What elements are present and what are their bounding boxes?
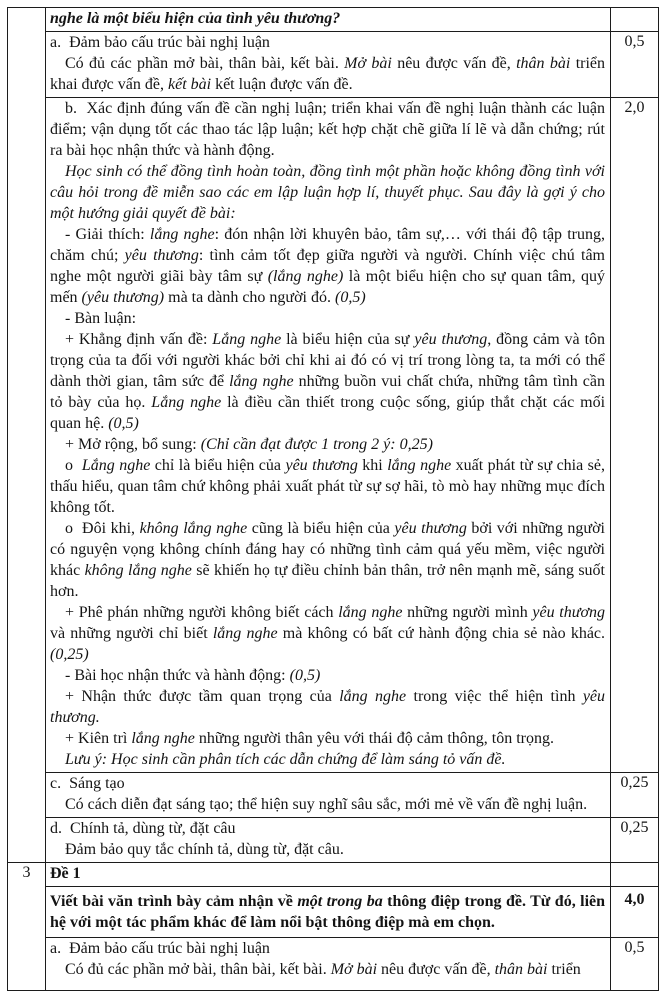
text-run: triển xyxy=(547,961,581,978)
rubric-table-body xyxy=(8,8,659,991)
text-run: không lắng nghe xyxy=(139,520,248,537)
text-run: (0,5) xyxy=(108,415,139,432)
text-run: (lắng nghe) xyxy=(267,268,344,285)
paragraph xyxy=(50,455,605,518)
table-row xyxy=(8,938,659,991)
question-title-continuation xyxy=(46,8,611,32)
text-run: + Khẳng định vấn đề: xyxy=(65,331,213,348)
text-run: : đón nhận lời khuyên bảo, tâm sự,… với thái độ tập trung, chăm chú; xyxy=(50,226,606,264)
text-run: thông điệp trong đề. Từ đó, liên hệ với một tác phẩm khác để làm nổi bật thông điệp mà em chọn. xyxy=(50,893,606,931)
text-run: lắng nghe xyxy=(212,625,278,642)
text-run: một trong ba xyxy=(297,893,383,910)
text-run: Lắng nghe xyxy=(81,457,151,474)
text-run: , đồng cảm và tôn trọng của ta đối với người khác bởi chỉ khi ai đó có vị trí trong lòng ta, ta mới có thể dành thời gian, tâm sức để xyxy=(50,331,606,390)
text-run: kết bài xyxy=(167,76,212,93)
paragraph xyxy=(50,794,605,815)
text-run: thân bài xyxy=(494,961,548,978)
text-run: triển khai được vấn đề, xyxy=(50,55,606,93)
paragraph xyxy=(50,161,605,224)
table-row xyxy=(8,98,659,773)
paragraph xyxy=(50,8,605,29)
text-run: yêu thương xyxy=(532,604,606,621)
text-run: (Chỉ cần đạt được 1 trong 2 ý: 0,25) xyxy=(200,436,433,453)
text-run: d. Chính tả, dùng từ, đặt câu xyxy=(50,820,236,837)
text-run: Mở bài xyxy=(344,55,392,72)
text-run: nghe là một biểu hiện của tình yêu thương? xyxy=(50,10,341,27)
score-cell xyxy=(611,8,659,32)
grading-rubric-table xyxy=(7,7,659,991)
criterion-b-content xyxy=(46,98,611,773)
paragraph xyxy=(50,938,605,959)
text-run: những người thân yêu với thái độ cảm thông, tôn trọng. xyxy=(194,730,554,747)
text-run: và những người chỉ biết xyxy=(50,625,213,642)
paragraph xyxy=(50,434,605,455)
paragraph xyxy=(50,308,605,329)
table-row xyxy=(8,863,659,887)
text-run: sẽ khiến họ tự điều chỉnh bản thân, trở nên mạnh mẽ, sáng suốt hơn. xyxy=(50,562,606,600)
table-row xyxy=(8,32,659,98)
score-cell: 0,25 xyxy=(611,773,659,818)
paragraph xyxy=(50,818,605,839)
text-run: không lắng nghe xyxy=(84,562,192,579)
table-row xyxy=(8,8,659,32)
table-row xyxy=(8,887,659,938)
text-run: (0,5) xyxy=(335,289,366,306)
text-run: Có cách diễn đạt sáng tạo; thể hiện suy nghĩ sâu sắc, mới mẻ về vấn đề nghị luận. xyxy=(65,796,588,813)
text-run: - Bài học nhận thức và hành động: xyxy=(65,667,290,684)
text-run: lắng nghe xyxy=(149,226,215,243)
paragraph xyxy=(50,839,605,860)
paragraph xyxy=(50,749,605,770)
text-run: Có đủ các phần mở bài, thân bài, kết bài. xyxy=(65,55,345,72)
text-run: kết luận được vấn đề. xyxy=(211,76,353,93)
text-run: mà không có bất cứ hành động chia sẻ nào khác. xyxy=(277,625,606,642)
text-run: - Bàn luận: xyxy=(65,310,137,327)
paragraph xyxy=(50,518,605,602)
text-run: Đề 1 xyxy=(50,865,81,882)
question-number-cell: 3 xyxy=(8,863,46,991)
text-run: (0,25) xyxy=(50,646,89,663)
text-run: o xyxy=(65,457,82,474)
text-run: : tình cảm tốt đẹp giữa người và người. Chính việc chú tâm nghe một người giãi bày tâm sự xyxy=(50,247,605,285)
question-3-prompt xyxy=(46,887,611,938)
paragraph xyxy=(50,32,605,53)
text-run: lắng nghe xyxy=(339,688,407,705)
text-run: lắng nghe xyxy=(229,373,294,390)
text-run: thân bài xyxy=(516,55,571,72)
text-run: yêu thương xyxy=(414,331,488,348)
text-run: Mở bài xyxy=(330,961,378,978)
text-run: Lắng nghe xyxy=(212,331,282,348)
text-run: c. Sáng tạo xyxy=(50,775,125,792)
text-run: Đảm bảo quy tắc chính tả, dùng từ, đặt câu. xyxy=(65,841,344,858)
text-run: khi xyxy=(357,457,388,474)
text-run: lắng nghe xyxy=(387,457,452,474)
text-run: yêu thương xyxy=(394,520,467,537)
score-cell xyxy=(611,863,659,887)
criterion-c-creativity xyxy=(46,773,611,818)
text-run: là một biểu hiện cho sự quan tâm, quý mến xyxy=(50,268,606,306)
text-run: lắng nghe xyxy=(338,604,403,621)
text-run: nêu được vấn đề, xyxy=(377,961,495,978)
text-run: Học sinh có thể đồng tình hoàn toàn, đồng tình một phần hoặc không đồng tình với câu hỏi trong đề miễn sao các em lập luận hợp lí, thuyết phục. Sau đây là gợi ý cho một hướng giải quyết đề bài: xyxy=(50,163,605,222)
text-run: những người mình xyxy=(402,604,533,621)
text-run: mà ta dành cho người đó. xyxy=(164,289,335,306)
text-run: những buồn vui chất chứa, những tâm tình cần tỏ bày của họ. xyxy=(50,373,605,411)
score-cell: 2,0 xyxy=(611,98,659,773)
score-cell: 4,0 xyxy=(611,887,659,938)
table-row xyxy=(8,818,659,863)
text-run: bởi với những người có nguyện vọng không chính đáng hay có những tình cảm quá yếu mềm, việc người khác xyxy=(50,520,605,579)
text-run: Lưu ý: Học sinh cần phân tích các dẫn chứng để làm sáng tỏ vấn đề. xyxy=(65,751,506,768)
text-run: cũng là biểu hiện của xyxy=(247,520,395,537)
paragraph xyxy=(50,686,605,728)
text-run: (yêu thương) xyxy=(81,289,165,306)
text-run: yêu thương. xyxy=(50,688,606,726)
paragraph xyxy=(50,728,605,749)
criterion-d-spelling xyxy=(46,818,611,863)
criterion-a-structure xyxy=(46,32,611,98)
paragraph xyxy=(50,959,605,980)
text-run: xuất phát từ sự chia sẻ, thấu hiểu, quan tâm chứ không phải xuất phát từ sự sợ hãi, tò mò hay những mục đích không tốt. xyxy=(50,457,606,516)
text-run: yêu thương xyxy=(285,457,358,474)
paragraph xyxy=(50,863,605,884)
paragraph xyxy=(50,891,605,933)
text-run: a. Đảm bảo cấu trúc bài nghị luận xyxy=(50,940,270,957)
text-run: trong việc thể hiện tình xyxy=(406,688,583,705)
topic-1-header xyxy=(46,863,611,887)
paragraph xyxy=(50,329,605,434)
text-run: - Giải thích: xyxy=(65,226,150,243)
paragraph xyxy=(50,224,605,308)
question-number-cell xyxy=(8,8,46,863)
text-run: + Mở rộng, bổ sung: xyxy=(65,436,201,453)
text-run: Có đủ các phần mở bài, thân bài, kết bài. xyxy=(65,961,331,978)
text-run: Viết bài văn trình bày cảm nhận về xyxy=(50,893,298,910)
text-run: + Phê phán những người không biết cách xyxy=(65,604,339,621)
table-row xyxy=(8,773,659,818)
text-run: chỉ là biểu hiện của xyxy=(150,457,286,474)
text-run: b. Xác định đúng vấn đề cần nghị luận; triển khai vấn đề nghị luận thành các luận điểm; vận dụng tốt các thao tác lập luận; kết hợp chặt chẽ giữa lí lẽ và dẫn chứng; rút ra bài học nhận thức và hành động. xyxy=(50,100,605,159)
paragraph xyxy=(50,98,605,161)
paragraph xyxy=(50,773,605,794)
paragraph xyxy=(50,53,605,95)
text-run: là điều cần thiết trong cuộc sống, giúp thắt chặt các mối quan hệ. xyxy=(50,394,606,432)
text-run: lắng nghe xyxy=(131,730,195,747)
text-run: Lắng nghe xyxy=(151,394,222,411)
paragraph xyxy=(50,602,605,665)
text-run: là biểu hiện của sự xyxy=(281,331,415,348)
paragraph xyxy=(50,665,605,686)
text-run: (0,5) xyxy=(289,667,321,684)
score-cell: 0,5 xyxy=(611,32,659,98)
text-run: yêu thương xyxy=(124,247,199,264)
text-run: + Kiên trì xyxy=(65,730,132,747)
criterion-a-structure-q3 xyxy=(46,938,611,991)
score-cell: 0,25 xyxy=(611,818,659,863)
text-run: o Đôi khi, xyxy=(65,520,140,537)
text-run: nêu được vấn đề, xyxy=(391,55,517,72)
text-run: + Nhận thức được tầm quan trọng của xyxy=(65,688,340,705)
score-cell: 0,5 xyxy=(611,938,659,991)
text-run: a. Đảm bảo cấu trúc bài nghị luận xyxy=(50,34,270,51)
